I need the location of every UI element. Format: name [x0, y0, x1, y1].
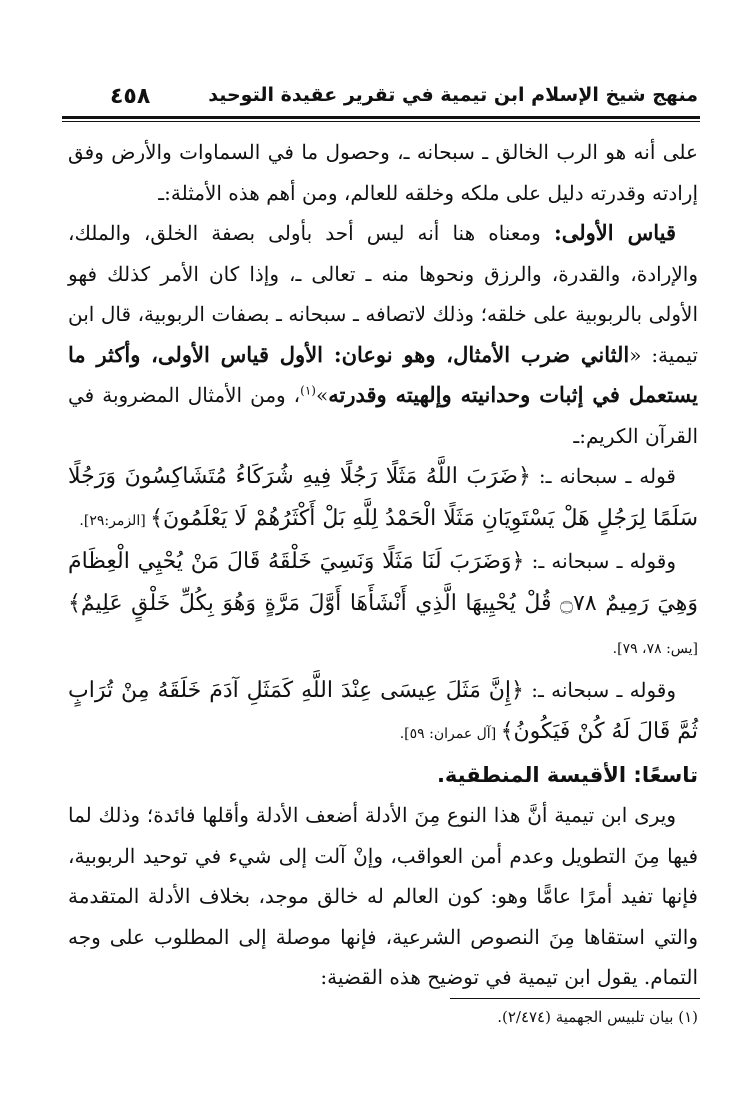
paragraph-2	[68, 213, 698, 456]
running-title: منهج شيخ الإسلام ابن تيمية في تقرير عقيدة التوحيد	[208, 84, 698, 106]
footnote-rule	[450, 998, 700, 999]
verse-3	[68, 670, 698, 755]
header-rule-thin	[62, 121, 700, 122]
main-text	[68, 132, 698, 998]
paragraph-2-text: ومعناه هنا أنه ليس أحد بأولى بصفة الخلق، والملك، والإرادة، والقدرة، والرزق ونحوها منه ـ تعالى ـ، وإذا كان الأمر كذلك فهو الأولى بالربوبية على خلقه؛ وذلك لاتصافه ـ سبحانه ـ بصفات الربوبية، قال ابن تيمية: «	[68, 221, 698, 367]
verse-1-ref: [الزمر:٢٩].	[79, 512, 151, 529]
paragraph-1-text: على أنه هو الرب الخالق ـ سبحانه ـ، وحصول ما في السماوات والأرض وفق إرادته وقدرته دليل على ملكه وخلقه للعالم، ومن أهم هذه الأمثلة:ـ	[68, 140, 698, 205]
term-qiyas-awla: قياس الأولى:	[553, 220, 676, 245]
verse-2-ref: [يس: ٧٨، ٧٩].	[612, 641, 698, 657]
page-number: ٤٥٨	[110, 84, 151, 109]
page-header	[62, 84, 700, 114]
paragraph-3	[68, 795, 698, 998]
verse-1-intro: قوله ـ سبحانه ـ:	[530, 464, 676, 488]
section-heading	[68, 755, 698, 796]
footnote-marker[interactable]: (١)	[300, 383, 316, 398]
verse-3-ref: [آل عمران: ٥٩].	[399, 726, 501, 742]
verse-2-intro: وقوله ـ سبحانه ـ:	[524, 549, 677, 573]
verse-1-text: ﴿ضَرَبَ اللَّهُ مَثَلًا رَجُلًا فِيهِ شُرَكَاءُ مُتَشَاكِسُونَ وَرَجُلًا سَلَمًا لِرَجُلٍ هَلْ يَسْتَوِيَانِ مَثَلًا الْحَمْدُ لِلَّهِ بَلْ أَكْثَرُهُمْ لَا يَعْلَمُونَ﴾	[68, 464, 698, 531]
quote-close: »	[315, 383, 329, 407]
section-heading-text: تاسعًا: الأقيسة المنطقية.	[436, 762, 698, 787]
paragraph-2-tail: ، ومن الأمثال المضروبة في القرآن الكريم:ـ	[68, 383, 698, 448]
footnote	[198, 1008, 698, 1026]
footnote-text: (١) بيان تلبيس الجهمية (٢/٤٧٤).	[497, 1008, 698, 1026]
paragraph-3-text: ويرى ابن تيمية أنَّ هذا النوع مِنَ الأدلة أضعف الأدلة وأقلها فائدة؛ وذلك لما فيها مِنَ التطويل وعدم أمن العواقب، وإنْ آلت إلى شيء في توحيد الربوبية، فإنها تفيد أمرًا عامًّا وهو: كون العالم له خالق موجد، بخلاف الأدلة المتقدمة والتي استقاها مِنَ النصوص الشرعية، فإنها موصلة إلى المطلوب على وجه التمام. يقول ابن تيمية في توضيح هذه القضية:	[68, 803, 698, 989]
verse-1	[68, 456, 698, 541]
verse-2-text: ﴿وَضَرَبَ لَنَا مَثَلًا وَنَسِيَ خَلْقَهُ قَالَ مَنْ يُحْيِي الْعِظَامَ وَهِيَ رَمِيمٌ ۝٧٨ قُلْ يُحْيِيهَا الَّذِي أَنْشَأَهَا أَوَّلَ مَرَّةٍ وَهُوَ بِكُلِّ خَلْقٍ عَلِيمٌ﴾	[68, 549, 698, 616]
verse-3-intro: وقوله ـ سبحانه ـ:	[523, 677, 676, 702]
header-rule-thick	[62, 116, 700, 119]
verse-2	[68, 541, 698, 670]
paragraph-1	[68, 132, 698, 213]
verse-3-text: ﴿إِنَّ مَثَلَ عِيسَى عِنْدَ اللَّهِ كَمَثَلِ آدَمَ خَلَقَهُ مِنْ تُرَابٍ ثُمَّ قَالَ لَهُ كُنْ فَيَكُونُ﴾	[68, 677, 698, 744]
ibn-taymiyya-quote: الثاني ضرب الأمثال، وهو نوعان: الأول قياس الأولى، وأكثر ما يستعمل في إثبات وحدانيته وإلهيته وقدرته	[68, 341, 698, 407]
